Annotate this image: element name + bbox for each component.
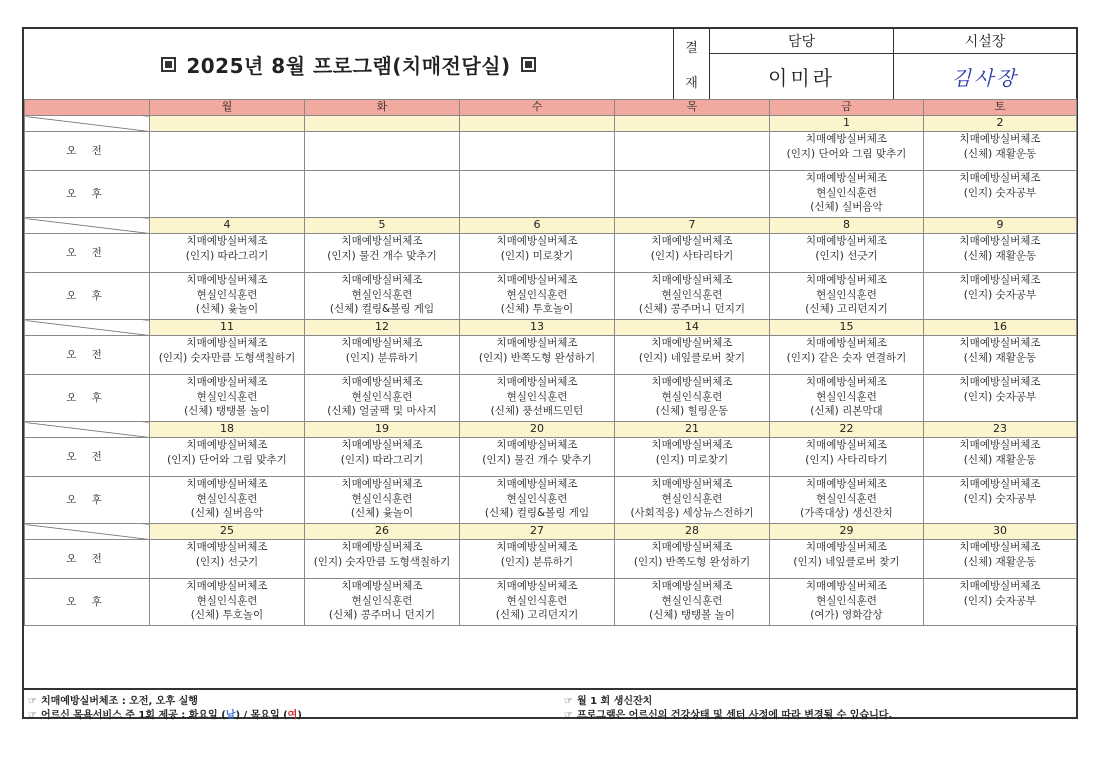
program-line: (가족대상) 생신잔치 bbox=[800, 507, 893, 519]
program-line: 현실인식훈련 bbox=[661, 288, 723, 301]
square-bullet-icon bbox=[161, 57, 176, 72]
am-label: 오 전 bbox=[25, 132, 150, 171]
program-cell bbox=[150, 375, 305, 422]
program-line: (신체) 윷놀이 bbox=[350, 507, 414, 519]
program-line: (신체) 힐링운동 bbox=[655, 405, 729, 417]
program-line: (인지) 물건 개수 맞추기 bbox=[327, 249, 437, 262]
program-line: 현실인식훈련 bbox=[506, 594, 568, 607]
program-cell bbox=[615, 171, 770, 218]
program-line: 치매예방실버체조 bbox=[651, 439, 733, 451]
date-cell: 16 bbox=[924, 320, 1077, 336]
date-row bbox=[25, 116, 1077, 132]
program-line: 현실인식훈련 bbox=[661, 594, 723, 607]
program-cell bbox=[924, 234, 1077, 273]
program-line: 치매예방실버체조 bbox=[959, 172, 1041, 184]
date-cell: 25 bbox=[150, 524, 305, 540]
program-line: (인지) 미로찾기 bbox=[655, 453, 729, 466]
program-line: 치매예방실버체조 bbox=[805, 235, 888, 247]
program-line: (인지) 숫자공부 bbox=[963, 390, 1037, 403]
am-label: 오 전 bbox=[25, 540, 150, 579]
program-line: 치매예방실버체조 bbox=[805, 337, 888, 349]
date-cell: 7 bbox=[615, 218, 770, 234]
program-line: 현실인식훈련 bbox=[351, 390, 413, 403]
morning-row bbox=[25, 540, 1077, 579]
program-cell bbox=[770, 171, 924, 218]
program-line: 치매예방실버체조 bbox=[959, 133, 1041, 145]
program-line: (인지) 선긋기 bbox=[815, 249, 878, 262]
date-cell: 20 bbox=[460, 422, 615, 438]
program-line: (신체) 재활운동 bbox=[963, 453, 1037, 466]
pm-label: 오 후 bbox=[25, 477, 150, 524]
diagonal-corner-cell bbox=[25, 218, 150, 234]
program-line: (신체) 투호놀이 bbox=[190, 609, 264, 621]
program-cell bbox=[924, 438, 1077, 477]
date-cell: 27 bbox=[460, 524, 615, 540]
program-line: (신체) 풍선배드민턴 bbox=[490, 405, 584, 417]
date-row bbox=[25, 524, 1077, 540]
diagonal-corner-cell bbox=[25, 524, 150, 540]
program-cell bbox=[770, 477, 924, 524]
program-cell bbox=[770, 579, 924, 626]
program-line: (인지) 같은 숫자 연결하기 bbox=[786, 351, 907, 364]
program-line: 현실인식훈련 bbox=[196, 390, 258, 403]
program-cell bbox=[150, 273, 305, 320]
program-line: (인지) 네잎클로버 찾기 bbox=[638, 351, 746, 364]
date-cell: 26 bbox=[305, 524, 460, 540]
weekday-fri: 금 bbox=[770, 100, 924, 116]
program-line: 현실인식훈련 bbox=[196, 594, 258, 607]
program-line: 현실인식훈련 bbox=[196, 492, 258, 505]
program-line: 현실인식훈련 bbox=[196, 288, 258, 301]
program-line: 치매예방실버체조 bbox=[805, 133, 888, 145]
program-cell bbox=[460, 234, 615, 273]
signature-director: 김사장 bbox=[951, 66, 1019, 90]
program-line: 치매예방실버체조 bbox=[496, 337, 578, 349]
program-line: 치매예방실버체조 bbox=[341, 580, 423, 592]
afternoon-row bbox=[25, 375, 1077, 422]
program-cell bbox=[770, 132, 924, 171]
date-cell: 8 bbox=[770, 218, 924, 234]
program-line: 치매예방실버체조 bbox=[959, 478, 1041, 490]
date-cell: 22 bbox=[770, 422, 924, 438]
date-cell: 28 bbox=[615, 524, 770, 540]
program-cell bbox=[460, 438, 615, 477]
approval-box-director bbox=[894, 29, 1076, 99]
program-line: 치매예방실버체조 bbox=[959, 337, 1041, 349]
program-line: 치매예방실버체조 bbox=[496, 235, 578, 247]
date-cell: 19 bbox=[305, 422, 460, 438]
program-line: (신체) 실버음악 bbox=[190, 507, 264, 519]
program-line: 현실인식훈련 bbox=[661, 492, 723, 505]
program-line: 치매예방실버체조 bbox=[341, 376, 423, 388]
program-cell bbox=[460, 132, 615, 171]
date-cell: 15 bbox=[770, 320, 924, 336]
program-cell bbox=[770, 375, 924, 422]
date-row bbox=[25, 422, 1077, 438]
program-line: 현실인식훈련 bbox=[351, 492, 413, 505]
diagonal-corner-cell bbox=[25, 422, 150, 438]
diagonal-corner-cell bbox=[25, 320, 150, 336]
program-line: 현실인식훈련 bbox=[351, 288, 413, 301]
program-line: 현실인식훈련 bbox=[506, 390, 568, 403]
program-cell bbox=[150, 132, 305, 171]
date-row bbox=[25, 218, 1077, 234]
program-line: 현실인식훈련 bbox=[816, 594, 877, 607]
program-line: 치매예방실버체조 bbox=[186, 580, 268, 592]
program-line: 치매예방실버체조 bbox=[959, 235, 1041, 247]
am-label: 오 전 bbox=[25, 336, 150, 375]
am-label: 오 전 bbox=[25, 234, 150, 273]
program-line: (신체) 투호놀이 bbox=[500, 303, 574, 315]
program-line: 현실인식훈련 bbox=[816, 288, 877, 301]
pm-label: 오 후 bbox=[25, 171, 150, 218]
date-cell: 4 bbox=[150, 218, 305, 234]
program-cell bbox=[460, 540, 615, 579]
program-line: 현실인식훈련 bbox=[816, 390, 877, 403]
program-cell bbox=[305, 477, 460, 524]
program-cell bbox=[924, 477, 1077, 524]
date-cell bbox=[615, 116, 770, 132]
date-cell: 5 bbox=[305, 218, 460, 234]
program-line: (인지) 반쪽도형 완성하기 bbox=[633, 555, 751, 568]
footer-note-change: ☞ 프로그램은 어르신의 건강상태 및 센터 사정에 따라 변경될 수 있습니다. bbox=[564, 710, 893, 721]
pointer-icon: ☞ bbox=[28, 710, 37, 721]
program-line: (신체) 리본막대 bbox=[810, 405, 883, 417]
program-line: (인지) 미로찾기 bbox=[500, 249, 574, 262]
page-title bbox=[24, 29, 674, 99]
morning-row bbox=[25, 234, 1077, 273]
square-bullet-icon bbox=[521, 57, 536, 72]
approval-label-jae: 재 bbox=[685, 76, 698, 91]
program-line: 치매예방실버체조 bbox=[186, 376, 268, 388]
pointer-icon: ☞ bbox=[564, 696, 573, 707]
program-line: (신체) 재활운동 bbox=[963, 351, 1037, 364]
program-cell bbox=[615, 132, 770, 171]
program-line: 치매예방실버체조 bbox=[341, 541, 423, 553]
program-cell bbox=[924, 579, 1077, 626]
program-cell bbox=[770, 234, 924, 273]
morning-row bbox=[25, 132, 1077, 171]
program-cell bbox=[615, 540, 770, 579]
program-line: (인지) 숫자만큼 도형색칠하기 bbox=[158, 351, 296, 364]
program-line: 치매예방실버체조 bbox=[805, 541, 888, 553]
weekday-thu: 목 bbox=[615, 100, 770, 116]
program-line: 치매예방실버체조 bbox=[959, 376, 1041, 388]
program-cell bbox=[615, 234, 770, 273]
program-line: 치매예방실버체조 bbox=[805, 376, 888, 388]
footer-note-birthday: ☞ 월 1 회 생신잔치 bbox=[564, 696, 653, 707]
bath-male: 남 bbox=[225, 710, 236, 721]
program-sheet bbox=[22, 27, 1078, 719]
date-cell bbox=[305, 116, 460, 132]
program-cell bbox=[924, 171, 1077, 218]
program-cell bbox=[150, 234, 305, 273]
program-line: (신체) 재활운동 bbox=[963, 555, 1037, 568]
program-cell bbox=[615, 375, 770, 422]
morning-row bbox=[25, 336, 1077, 375]
pm-label: 오 후 bbox=[25, 273, 150, 320]
approval-role-director: 시설장 bbox=[894, 29, 1076, 54]
weekday-wed: 수 bbox=[460, 100, 615, 116]
program-line: 치매예방실버체조 bbox=[186, 478, 268, 490]
program-line: (인지) 물건 개수 맞추기 bbox=[482, 453, 592, 466]
footer-note-exercise: ☞ 치매예방실버체조 : 오전, 오후 실행 bbox=[28, 696, 198, 707]
program-line: (인지) 사타리타기 bbox=[650, 249, 734, 262]
program-line: (인지) 반쪽도형 완성하기 bbox=[478, 351, 596, 364]
program-line: 치매예방실버체조 bbox=[651, 541, 733, 553]
program-cell bbox=[150, 579, 305, 626]
program-cell bbox=[305, 132, 460, 171]
date-cell: 11 bbox=[150, 320, 305, 336]
weekday-sat: 토 bbox=[924, 100, 1077, 116]
program-line: (인지) 따라그리기 bbox=[185, 249, 269, 262]
date-cell: 12 bbox=[305, 320, 460, 336]
program-line: 현실인식훈련 bbox=[661, 390, 723, 403]
program-line: 치매예방실버체조 bbox=[651, 376, 733, 388]
program-line: 치매예방실버체조 bbox=[959, 541, 1041, 553]
date-cell bbox=[150, 116, 305, 132]
program-line: 치매예방실버체조 bbox=[651, 235, 733, 247]
program-cell bbox=[460, 579, 615, 626]
program-line: (신체) 콩주머니 던지기 bbox=[328, 609, 436, 621]
program-line: 치매예방실버체조 bbox=[959, 439, 1041, 451]
program-line: 치매예방실버체조 bbox=[651, 337, 733, 349]
program-cell bbox=[150, 438, 305, 477]
program-line: 치매예방실버체조 bbox=[496, 439, 578, 451]
program-cell bbox=[615, 438, 770, 477]
afternoon-row bbox=[25, 579, 1077, 626]
program-cell bbox=[615, 579, 770, 626]
program-line: 치매예방실버체조 bbox=[186, 541, 268, 553]
program-line: 치매예방실버체조 bbox=[341, 337, 423, 349]
program-cell bbox=[924, 336, 1077, 375]
header bbox=[24, 29, 1076, 101]
date-cell: 30 bbox=[924, 524, 1077, 540]
program-line: 치매예방실버체조 bbox=[805, 478, 888, 490]
program-cell bbox=[924, 132, 1077, 171]
program-line: 치매예방실버체조 bbox=[805, 274, 888, 286]
program-line: (신체) 고리던지기 bbox=[495, 609, 579, 621]
program-line: (여가) 영화감상 bbox=[810, 609, 883, 621]
program-line: 치매예방실버체조 bbox=[651, 274, 733, 286]
program-line: (인지) 숫자공부 bbox=[963, 492, 1037, 505]
program-line: (인지) 따라그리기 bbox=[340, 453, 424, 466]
program-line: 치매예방실버체조 bbox=[805, 439, 888, 451]
afternoon-row bbox=[25, 477, 1077, 524]
program-cell bbox=[924, 375, 1077, 422]
program-cell bbox=[615, 336, 770, 375]
program-line: 치매예방실버체조 bbox=[496, 541, 578, 553]
program-cell bbox=[150, 477, 305, 524]
program-line: 치매예방실버체조 bbox=[341, 274, 423, 286]
pm-label: 오 후 bbox=[25, 579, 150, 626]
afternoon-row bbox=[25, 273, 1077, 320]
approval-label bbox=[674, 29, 710, 99]
program-cell bbox=[460, 336, 615, 375]
date-cell: 13 bbox=[460, 320, 615, 336]
program-line: 치매예방실버체조 bbox=[959, 274, 1041, 286]
program-cell bbox=[305, 579, 460, 626]
program-cell bbox=[150, 171, 305, 218]
program-line: 치매예방실버체조 bbox=[496, 376, 578, 388]
program-line: (신체) 고리던지기 bbox=[805, 303, 888, 315]
diagonal-corner-cell bbox=[25, 116, 150, 132]
program-cell bbox=[615, 273, 770, 320]
signature-staff: 이미라 bbox=[768, 66, 835, 90]
program-cell bbox=[770, 336, 924, 375]
weekday-mon: 월 bbox=[150, 100, 305, 116]
program-line: 치매예방실버체조 bbox=[341, 478, 423, 490]
program-cell bbox=[305, 273, 460, 320]
date-row bbox=[25, 320, 1077, 336]
morning-row bbox=[25, 438, 1077, 477]
program-line: (인지) 숫자공부 bbox=[963, 594, 1037, 607]
program-line: 치매예방실버체조 bbox=[186, 274, 268, 286]
program-line: (인지) 선긋기 bbox=[195, 555, 259, 568]
program-calendar bbox=[24, 99, 1077, 626]
program-cell bbox=[305, 540, 460, 579]
program-line: 현실인식훈련 bbox=[506, 492, 568, 505]
program-line: (신체) 탱탱볼 놀이 bbox=[184, 405, 270, 417]
program-line: 치매예방실버체조 bbox=[341, 235, 423, 247]
date-cell: 9 bbox=[924, 218, 1077, 234]
program-line: 치매예방실버체조 bbox=[959, 580, 1041, 592]
header-corner bbox=[25, 100, 150, 116]
program-line: 치매예방실버체조 bbox=[186, 235, 268, 247]
date-cell bbox=[460, 116, 615, 132]
date-cell: 23 bbox=[924, 422, 1077, 438]
program-line: (신체) 실버음악 bbox=[810, 201, 883, 213]
program-line: (인지) 숫자공부 bbox=[963, 288, 1037, 301]
program-line: (인지) 단어와 그림 맞추기 bbox=[786, 147, 907, 160]
program-line: (신체) 컬링&볼링 게임 bbox=[484, 507, 590, 519]
program-cell bbox=[770, 273, 924, 320]
program-line: (인지) 분류하기 bbox=[500, 555, 574, 568]
program-line: 현실인식훈련 bbox=[351, 594, 413, 607]
weekday-tue: 화 bbox=[305, 100, 460, 116]
program-cell bbox=[615, 477, 770, 524]
program-line: (인지) 네잎클로버 찾기 bbox=[793, 555, 900, 568]
pointer-icon: ☞ bbox=[564, 710, 573, 721]
weekday-header-row bbox=[25, 100, 1077, 116]
afternoon-row bbox=[25, 171, 1077, 218]
program-line: (신체) 콩주머니 던지기 bbox=[638, 303, 746, 315]
program-cell bbox=[305, 336, 460, 375]
program-line: (인지) 분류하기 bbox=[345, 351, 419, 364]
program-line: (신체) 컬링&볼링 게임 bbox=[329, 303, 435, 315]
program-line: 치매예방실버체조 bbox=[651, 478, 733, 490]
program-line: 치매예방실버체조 bbox=[186, 439, 268, 451]
footer-note-bath: ☞ 어르신 목욕서비스 주 1회 제공 : 화요일 (남) / 목요일 (여) bbox=[28, 710, 302, 721]
program-cell bbox=[460, 375, 615, 422]
program-line: (신체) 재활운동 bbox=[963, 249, 1037, 262]
program-line: 치매예방실버체조 bbox=[651, 580, 733, 592]
program-cell bbox=[305, 438, 460, 477]
program-line: 현실인식훈련 bbox=[816, 492, 877, 505]
program-cell bbox=[305, 171, 460, 218]
am-label: 오 전 bbox=[25, 438, 150, 477]
bath-female: 여 bbox=[287, 710, 298, 721]
program-cell bbox=[150, 336, 305, 375]
program-line: (사회적응) 세상뉴스전하기 bbox=[630, 507, 754, 519]
program-cell bbox=[460, 477, 615, 524]
program-line: (신체) 탱탱볼 놀이 bbox=[649, 609, 735, 621]
program-line: 치매예방실버체조 bbox=[496, 274, 578, 286]
pointer-icon: ☞ bbox=[28, 696, 37, 707]
program-cell bbox=[460, 273, 615, 320]
program-line: (신체) 재활운동 bbox=[963, 147, 1037, 160]
program-cell bbox=[770, 540, 924, 579]
program-cell bbox=[460, 171, 615, 218]
date-cell: 2 bbox=[924, 116, 1077, 132]
approval-role-staff: 담당 bbox=[710, 29, 893, 54]
footer-notes bbox=[24, 688, 1076, 721]
program-line: (인지) 단어와 그림 맞추기 bbox=[167, 453, 287, 466]
program-line: 치매예방실버체조 bbox=[496, 478, 578, 490]
program-cell bbox=[924, 273, 1077, 320]
program-cell bbox=[924, 540, 1077, 579]
page-title-text: 2025년 8월 프로그램(치매전담실) bbox=[186, 53, 511, 78]
program-cell bbox=[150, 540, 305, 579]
approval-label-gyeol: 결 bbox=[685, 41, 698, 56]
program-line: (인지) 사타리타기 bbox=[805, 453, 888, 466]
pm-label: 오 후 bbox=[25, 375, 150, 422]
program-cell bbox=[305, 234, 460, 273]
date-cell: 6 bbox=[460, 218, 615, 234]
approval-box-staff bbox=[710, 29, 894, 99]
program-line: (신체) 윷놀이 bbox=[195, 303, 259, 315]
date-cell: 1 bbox=[770, 116, 924, 132]
program-cell bbox=[770, 438, 924, 477]
program-line: 치매예방실버체조 bbox=[496, 580, 578, 592]
program-line: (신체) 얼굴팩 및 마사지 bbox=[327, 405, 437, 417]
program-line: (인지) 숫자공부 bbox=[963, 186, 1037, 199]
program-line: 치매예방실버체조 bbox=[341, 439, 423, 451]
program-line: 치매예방실버체조 bbox=[186, 337, 268, 349]
date-cell: 18 bbox=[150, 422, 305, 438]
date-cell: 29 bbox=[770, 524, 924, 540]
program-line: (인지) 숫자만큼 도형색칠하기 bbox=[313, 555, 451, 568]
program-cell bbox=[305, 375, 460, 422]
program-line: 현실인식훈련 bbox=[506, 288, 568, 301]
program-line: 현실인식훈련 bbox=[816, 186, 877, 199]
program-line: 치매예방실버체조 bbox=[805, 580, 888, 592]
program-line: 치매예방실버체조 bbox=[805, 172, 888, 184]
date-cell: 14 bbox=[615, 320, 770, 336]
date-cell: 21 bbox=[615, 422, 770, 438]
